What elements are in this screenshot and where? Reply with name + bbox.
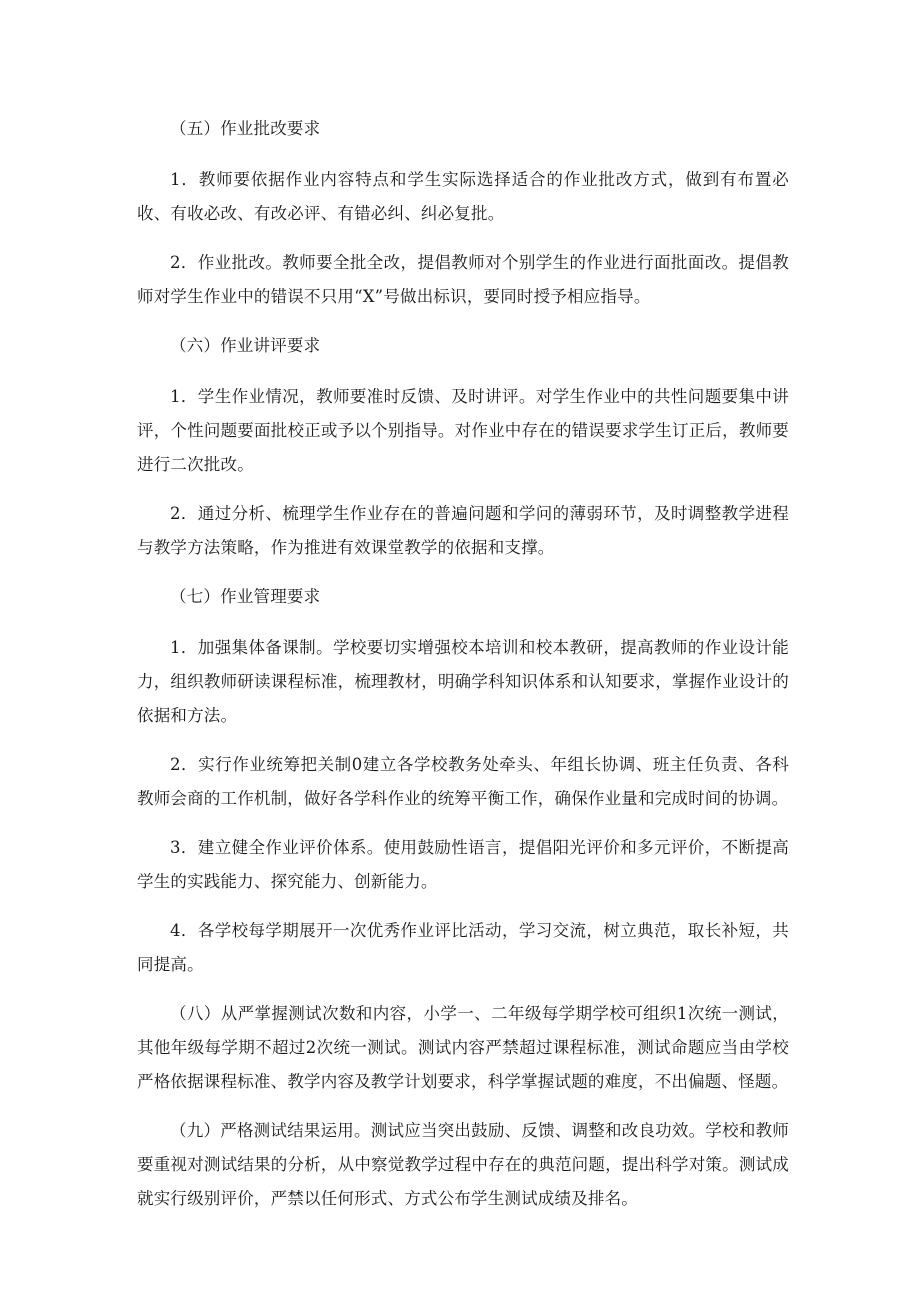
document-body [137, 112, 789, 1231]
paragraph-6-2: 2．通过分析、梳理学生作业存在的普遍问题和学问的薄弱环节，及时调整教学进程与教学方法策略，作为推进有效课堂教学的依据和支撑。 [137, 504, 789, 557]
paragraph-5-1: 1．教师要依据作业内容特点和学生实际选择适合的作业批改方式，做到有布置必收、有收必改、有改必评、有错必纠、纠必复批。 [137, 170, 789, 223]
section-heading-5: （五）作业批改要求 [170, 119, 321, 138]
paragraph-7-2: 2．实行作业统筹把关制0建立各学校教务处牵头、年组长协调、班主任负责、各科教师会商的工作机制，做好各学科作业的统筹平衡工作，确保作业量和完成时间的协调。 [137, 755, 789, 808]
paragraph-7-4: 4．各学校每学期展开一次优秀作业评比活动，学习交流，树立典范，取长补短，共同提高。 [137, 921, 789, 974]
paragraph-6-1: 1．学生作业情况，教师要准时反馈、及时讲评。对学生作业中的共性问题要集中讲评，个性问题要面批校正或予以个别指导。对作业中存在的错误要求学生订正后，教师要进行二次批改。 [137, 387, 789, 474]
paragraph-5-2: 2．作业批改。教师要全批全改，提倡教师对个别学生的作业进行面批面改。提倡教师对学生作业中的错误不只用“X”号做出标识，要同时授予相应指导。 [137, 253, 789, 306]
paragraph-7-1: 1．加强集体备课制。学校要切实增强校本培训和校本教研，提高教师的作业设计能力，组织教师研读课程标准，梳理教材，明确学科知识体系和认知要求，掌握作业设计的依据和方法。 [137, 638, 789, 725]
paragraph-9: （九）严格测试结果运用。测试应当突出鼓励、反馈、调整和改良功效。学校和教师要重视对测试结果的分析，从中察觉教学过程中存在的典范问题，提出科学对策。测试成就实行级别评价，严禁以任何形式、方式公布学生测试成绩及排名。 [137, 1121, 789, 1208]
paragraph-7-3: 3．建立健全作业评价体系。使用鼓励性语言，提倡阳光评价和多元评价，不断提高学生的实践能力、探究能力、创新能力。 [137, 838, 789, 891]
section-heading-7: （七）作业管理要求 [170, 587, 321, 606]
paragraph-8: （八）从严掌握测试次数和内容，小学一、二年级每学期学校可组织1次统一测试，其他年级每学期不超过2次统一测试。测试内容严禁超过课程标准，测试命题应当由学校严格依据课程标准、教学内容及教学计划要求，科学掌握试题的难度，不出偏题、怪题。 [137, 1004, 789, 1091]
section-heading-6: （六）作业讲评要求 [170, 336, 321, 355]
